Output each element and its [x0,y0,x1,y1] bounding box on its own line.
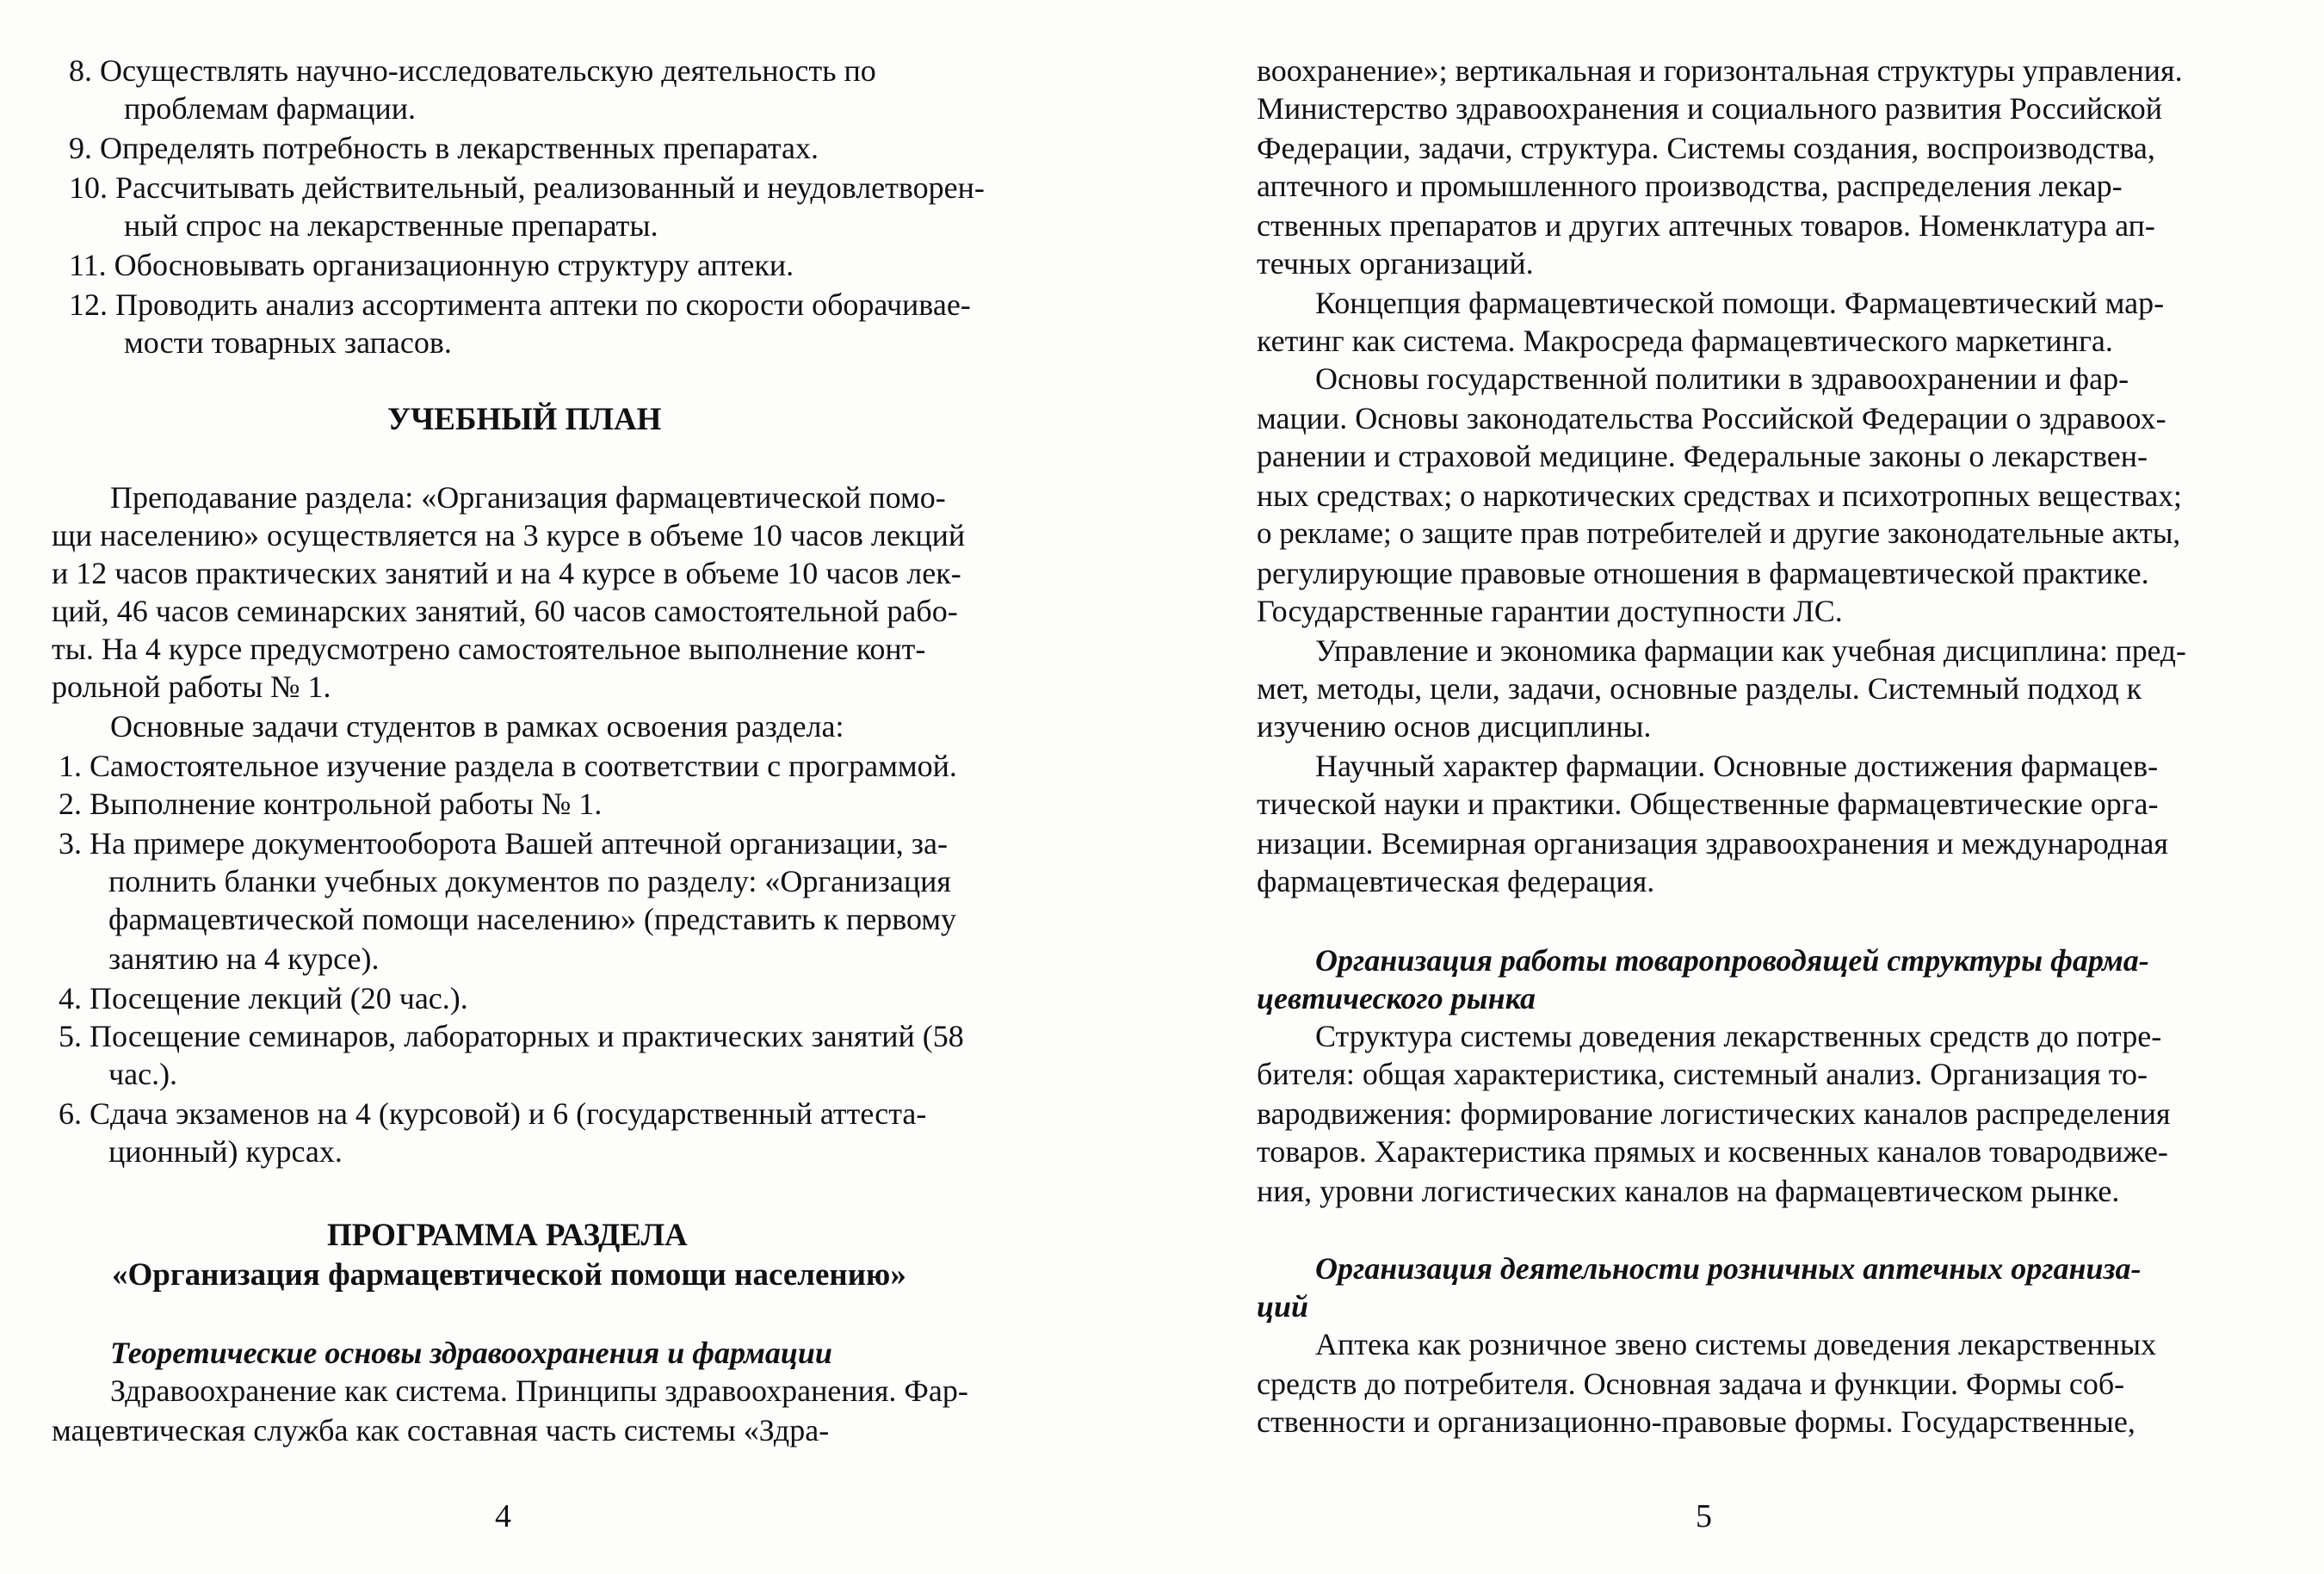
paragraph-line: изучению основ дисциплины. [1257,709,1652,744]
text-line: проблемам фармации. [124,91,416,126]
list-item-6: 6. Сдача экзаменов на 4 (курсовой) и 6 (государственный аттеста- [59,1096,927,1131]
paragraph-line: воохранение»; вертикальная и горизонтальная структуры управления. [1257,53,2183,88]
paragraph-line: о рекламе; о защите прав потребителей и другие законодательные акты, [1257,516,2181,550]
paragraph-line: Здравоохранение как система. Принципы здравоохранения. Фар- [110,1373,968,1408]
page-number: 5 [1696,1498,1712,1534]
program-subheading: «Организация фармацевтической помощи населению» [112,1257,906,1293]
subsection-heading: Теоретические основы здравоохранения и фармации [110,1336,832,1370]
list-item-12: 12. Проводить анализ ассортимента аптеки по скорости оборачивае- [69,287,971,322]
paragraph-line: мет, методы, цели, задачи, основные разделы. Системный подход к [1257,671,2142,706]
paragraph-line: средств до потребителя. Основная задача и функции. Формы соб- [1257,1367,2125,1401]
paragraph-line: Аптека как розничное звено системы доведения лекарственных [1315,1327,2157,1361]
section-heading: УЧЕБНЫЙ ПЛАН [387,402,662,437]
text-line: мости товарных запасов. [124,325,452,360]
paragraph-line: Концепция фармацевтической помощи. Фармацевтический мар- [1315,286,2165,320]
paragraph-line: Основные задачи студентов в рамках освоения раздела: [110,709,844,744]
paragraph-line: Министерство здравоохранения и социального развития Российской [1257,91,2163,126]
paragraph-line: Преподавание раздела: «Организация фармацевтической помо- [110,480,946,515]
paragraph-line: ственности и организационно-правовые формы. Государственные, [1257,1404,2135,1439]
paragraph-line: ственных препаратов и других аптечных товаров. Номенклатура ап- [1257,208,2155,243]
text-line: полнить бланки учебных документов по разделу: «Организация [108,864,951,898]
list-item-9: 9. Определять потребность в лекарственных препаратах. [69,131,819,165]
list-item-11: 11. Обосновывать организационную структуру аптеки. [69,248,794,282]
paragraph-line: мации. Основы законодательства Российской Федерации о здравоох- [1257,401,2166,435]
paragraph-line: Структура системы доведения лекарственных средств до потре- [1315,1019,2162,1053]
paragraph-line: щи населению» осуществляется на 3 курсе в объеме 10 часов лекций [52,518,966,552]
paragraph-line: бителя: общая характеристика, системный анализ. Организация то- [1257,1057,2148,1091]
paragraph-line: тической науки и практики. Общественные фармацевтические орга- [1257,787,2159,821]
list-item-1: 1. Самостоятельное изучение раздела в соответствии с программой. [59,749,957,783]
left-page [52,0,998,1574]
paragraph-line: аптечного и промышленного производства, распределения лекар- [1257,169,2123,203]
program-heading: ПРОГРАММА РАЗДЕЛА [327,1218,688,1253]
page-number: 4 [495,1498,511,1534]
paragraph-line: ния, уровни логистических каналов на фармацевтическом рынке. [1257,1174,2120,1208]
paragraph-line: и 12 часов практических занятий и на 4 курсе в объеме 10 часов лек- [52,556,961,590]
paragraph-line: кетинг как система. Макросреда фармацевтического маркетинга. [1257,324,2113,358]
list-item-2: 2. Выполнение контрольной работы № 1. [59,787,603,821]
paragraph-line: низации. Всемирная организация здравоохранения и международная [1257,826,2168,861]
text-line: ционный) курсах. [108,1134,343,1169]
paragraph-line: Управление и экономика фармации как учебная дисциплина: пред- [1315,633,2186,668]
list-item-8: 8. Осуществлять научно-исследовательскую деятельность по [69,53,876,88]
text-line: ный спрос на лекарственные препараты. [124,208,658,243]
list-item-4: 4. Посещение лекций (20 час.). [59,981,468,1015]
paragraph-line: ты. На 4 курсе предусмотрено самостоятельное выполнение конт- [52,632,926,666]
list-item-5: 5. Посещение семинаров, лабораторных и практических занятий (58 [59,1019,964,1053]
subsection-heading: цевтического рынка [1257,981,1536,1015]
text-line: занятию на 4 курсе). [108,941,380,976]
paragraph-line: течных организаций. [1257,246,1534,281]
paragraph-line: Научный характер фармации. Основные достижения фармацев- [1315,749,2159,783]
paragraph-line: вародвижения: формирование логистических каналов распределения [1257,1096,2171,1131]
paragraph-line: фармацевтическая федерация. [1257,864,1655,898]
subsection-heading: Организация деятельности розничных аптечных организа- [1315,1251,2142,1286]
text-line: час.). [108,1057,178,1091]
paragraph-line: Основы государственной политики в здравоохранении и фар- [1315,361,2129,396]
list-item-10: 10. Рассчитывать действительный, реализованный и неудовлетворен- [69,170,985,205]
subsection-heading: ций [1257,1289,1309,1324]
paragraph-line: рольной работы № 1. [52,670,331,704]
text-line: фармацевтической помощи населению» (представить к первому [108,902,957,936]
paragraph-line: ранении и страховой медицине. Федеральные законы о лекарствен- [1257,439,2148,473]
right-page [1239,0,2186,1574]
paragraph-line: ных средствах; о наркотических средствах и психотропных веществах; [1257,478,2182,513]
list-item-3: 3. На примере документооборота Вашей аптечной организации, за- [59,826,948,861]
paragraph-line: Государственные гарантии доступности ЛС. [1257,594,1843,628]
subsection-heading: Организация работы товаропроводящей структуры фарма- [1315,943,2149,978]
paragraph-line: товаров. Характеристика прямых и косвенных каналов товародвиже- [1257,1134,2168,1169]
paragraph-line: мацевтическая служба как составная часть системы «Здра- [52,1413,830,1447]
paragraph-line: регулирующие правовые отношения в фармацевтической практике. [1257,556,2149,590]
paragraph-line: Федерации, задачи, структура. Системы создания, воспроизводства, [1257,131,2155,165]
paragraph-line: ций, 46 часов семинарских занятий, 60 часов самостоятельной рабо- [52,594,958,628]
